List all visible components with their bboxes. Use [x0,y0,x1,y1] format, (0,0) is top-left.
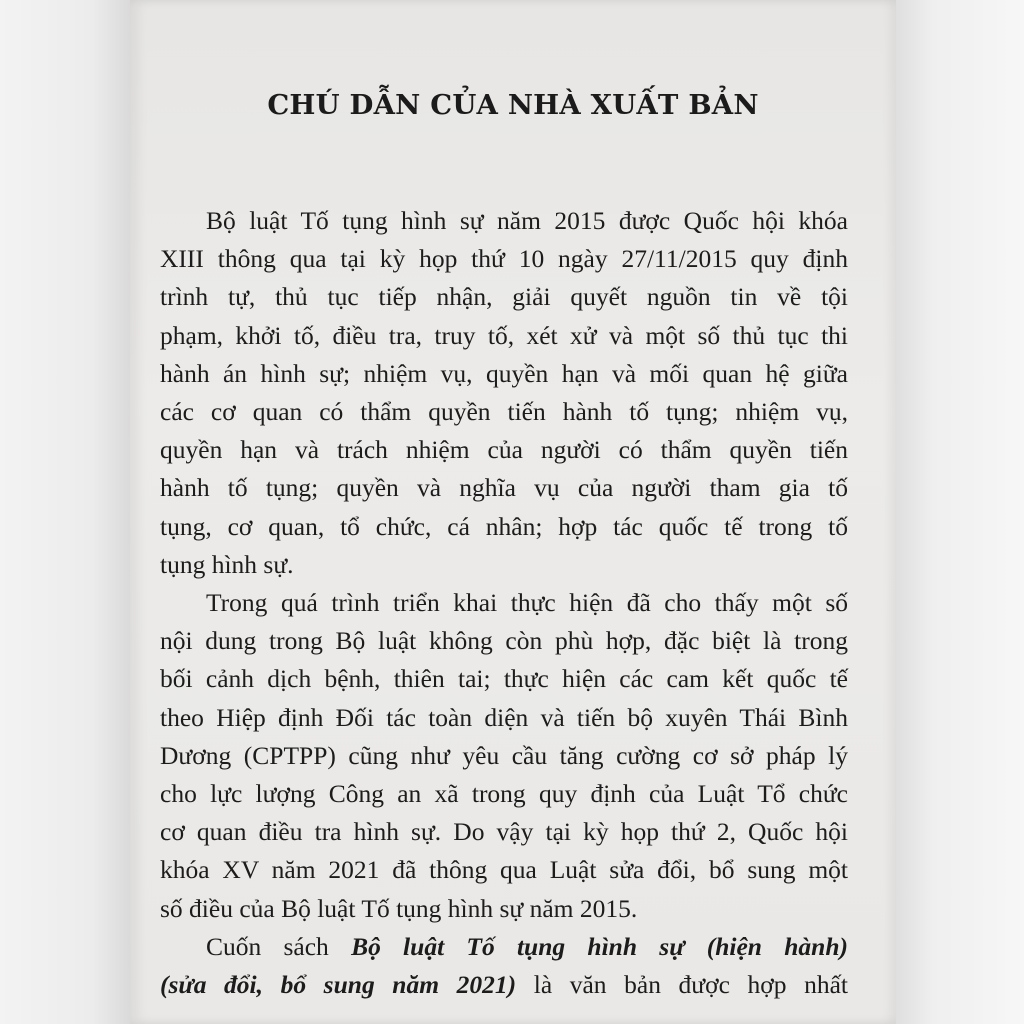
text-line: Dương (CPTPP) cũng như yêu cầu tăng cường cơ sở pháp lý [160,740,848,770]
book-subtitle-emphasis: (sửa đổi, bổ sung năm 2021) [160,970,517,1000]
text-plain: là văn bản được hợp nhất [516,970,848,1000]
text-line: cho lực lượng Công an xã trong quy định của Luật Tổ chức [160,779,848,809]
text-plain: Cuốn sách [206,931,352,961]
paragraph-3 [160,928,848,1004]
text-line: bối cảnh dịch bệnh, thiên tai; thực hiện các cam kết quốc tế [160,664,848,694]
text-line: phạm, khởi tố, điều tra, truy tố, xét xử và một số thủ tục thi [160,320,848,350]
text-line: XIII thông qua tại kỳ họp thứ 10 ngày 27/11/2015 quy định [160,244,848,274]
text-line: hành tố tụng; quyền và nghĩa vụ của người tham gia tố [160,473,848,503]
text-line: theo Hiệp định Đối tác toàn diện và tiến bộ xuyên Thái Bình [160,702,848,732]
paragraph-1 [160,202,848,584]
text-line: cơ quan điều tra hình sự. Do vậy tại kỳ họp thứ 2, Quốc hội [160,817,848,847]
text-line: Bộ luật Tố tụng hình sự năm 2015 được Quốc hội khóa [206,206,848,235]
page-title: CHÚ DẪN CỦA NHÀ XUẤT BẢN [267,89,759,121]
text-line [160,928,848,966]
text-line: nội dung trong Bộ luật không còn phù hợp, đặc biệt là trong [160,626,848,656]
text-line: các cơ quan có thẩm quyền tiến hành tố tụng; nhiệm vụ, [160,397,848,427]
text-line: Trong quá trình triển khai thực hiện đã cho thấy một số [206,588,848,618]
text-line: tụng hình sự. [160,549,294,579]
text-line: hành án hình sự; nhiệm vụ, quyền hạn và mối quan hệ giữa [160,358,848,388]
text-line [160,966,848,1004]
text-line: tụng, cơ quan, tổ chức, cá nhân; hợp tác quốc tế trong tố [160,511,848,541]
paragraph-2 [160,584,848,928]
book-page [130,0,896,1024]
text-line: quyền hạn và trách nhiệm của người có thẩm quyền tiến [160,435,848,465]
text-line: số điều của Bộ luật Tố tụng hình sự năm 2015. [160,893,638,923]
text-line: khóa XV năm 2021 đã thông qua Luật sửa đổi, bổ sung một [160,855,848,885]
text-line: trình tự, thủ tục tiếp nhận, giải quyết nguồn tin về tội [160,282,848,312]
left-background [0,0,132,1024]
book-title-emphasis: Bộ luật Tố tụng hình sự (hiện hành) [351,931,849,961]
right-background [894,0,1024,1024]
page-body [160,202,848,1004]
